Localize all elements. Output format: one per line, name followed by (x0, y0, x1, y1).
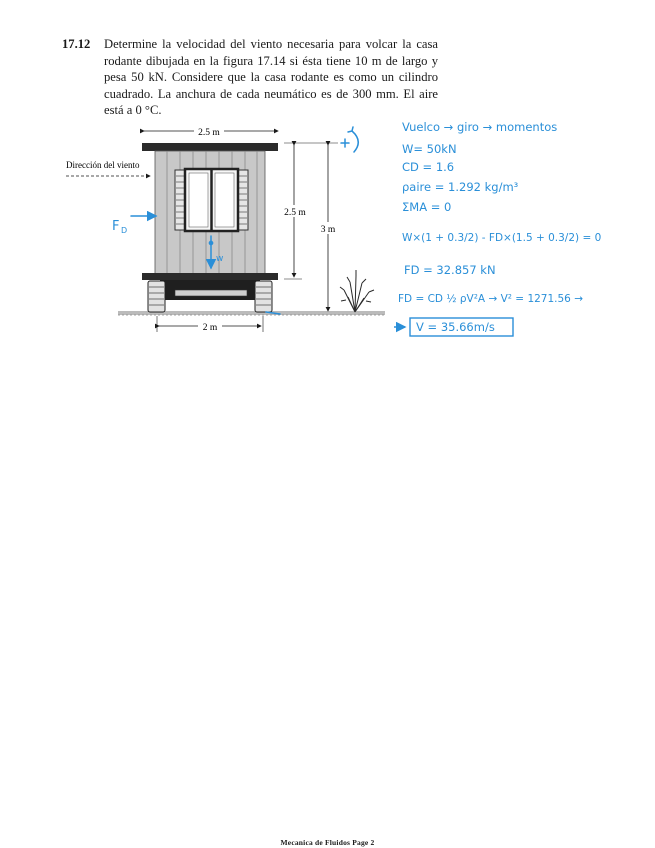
total-height-label: 3 m (320, 225, 336, 235)
note-answer: V = 35.66m/s (416, 320, 495, 334)
handwritten-notes (394, 120, 601, 336)
force-label: F (112, 219, 120, 234)
dimension-wall-height (283, 143, 307, 279)
dimension-width (144, 125, 278, 138)
width-label: 2.5 m (198, 128, 220, 138)
bush-icon (340, 270, 374, 312)
dimension-total-height (302, 143, 338, 311)
problem-number: 17.12 (62, 37, 91, 51)
note-line8: FD = CD ½ ρV²A → V² = 1271.56 → (398, 293, 584, 305)
note-line2: W= 50kN (402, 142, 457, 156)
problem-text: Determine la velocidad del viento necesaria para volcar la casa rodante dibujada en la figura 17.14 si ésta tiene 10 m de largo y pesa 50 kN. Considere que la casa rodante es como un cilindro cuadrado. La anchura de cada neumático es de 300 mm. El aire está a 0 °C. (104, 37, 438, 118)
mobile-home (142, 143, 278, 312)
wind-direction (66, 160, 150, 176)
note-line6: W×(1 + 0.3/2) - FD×(1.5 + 0.3/2) = 0 (402, 232, 602, 244)
ground (118, 313, 385, 315)
dimension-base (157, 316, 263, 333)
force-subscript: D (121, 226, 128, 235)
note-line5: ΣMA = 0 (402, 200, 452, 214)
note-line7: FD = 32.857 kN (404, 263, 496, 277)
base-label: 2 m (202, 323, 218, 333)
wind-label: Dirección del viento (66, 160, 140, 170)
page-footer: Mecanica de Fluidos Page 2 (280, 838, 375, 847)
note-line3: CD = 1.6 (402, 160, 455, 174)
weight-label: w (216, 254, 224, 264)
note-line4: ρaire = 1.292 kg/m³ (402, 180, 519, 194)
note-line1: Vuelco → giro → momentos (402, 120, 558, 134)
wall-height-label: 2.5 m (284, 208, 306, 218)
